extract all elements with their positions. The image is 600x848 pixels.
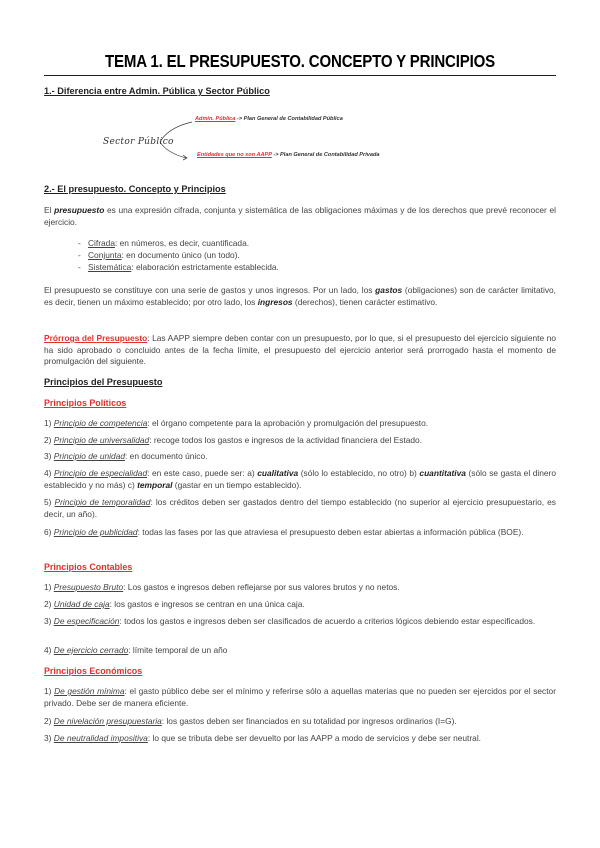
presupuesto-definition xyxy=(44,205,556,228)
politicos-item-5 xyxy=(44,497,556,520)
item-text: : los créditos deben ser gastados dentro del tiempo establecido (no superior al ejercicio presupuestario, es decir, un año). xyxy=(44,497,556,519)
contables-item-3 xyxy=(44,616,556,628)
item-text: : recoge todos los gastos e ingresos de la actividad financiera del Estado. xyxy=(149,435,423,445)
item-number: 1) xyxy=(44,418,54,428)
item-term: Principio de unidad xyxy=(53,451,126,461)
bullet-conjunta: - Conjunta: en documento único (un todo). xyxy=(78,250,240,260)
item-text: : el órgano competente para la aprobación y promulgación del presupuesto. xyxy=(147,418,429,428)
item-text: : en documento único. xyxy=(125,451,208,461)
item-number: 2) xyxy=(44,435,54,445)
item-number: 6) xyxy=(44,527,54,537)
item-term: Principio de especialidad xyxy=(54,468,148,478)
text-run: (obligaciones) son de carácter limitativo, es decir, tienen un máximo establecido; por otro lado, los xyxy=(44,285,557,307)
term-presupuesto: presupuesto xyxy=(54,205,105,215)
item-number: 5) xyxy=(44,497,55,507)
politicos-item-1 xyxy=(44,418,556,430)
item-term: De neutralidad impositiva xyxy=(53,733,148,743)
term-temporal: temporal xyxy=(137,479,173,490)
item-term: De gestión mínima xyxy=(54,686,125,696)
item-number: 2) xyxy=(44,599,54,609)
item-number: 4) xyxy=(44,645,54,655)
term-ingresos: ingresos xyxy=(257,296,293,307)
principios-contables-heading: Principios Contables xyxy=(44,562,133,572)
diagram-brace xyxy=(0,0,600,200)
bullet-term: Sistemática xyxy=(88,262,132,272)
prorroga-text: : Las AAPP siempre deben contar con un presupuesto, por lo que, si el presupuesto del ejercicio siguiente no ha sido aprobado o concluido antes de la fecha límite, el presupuesto del ejercicio anterior será prorrogado hasta el momento de promulgación del siguiente. xyxy=(44,333,556,366)
item-text: : todos los gastos e ingresos deben ser clasificados de acuerdo a criterios lógicos debiendo estar especificados. xyxy=(119,616,536,626)
bullet-term: Conjunta xyxy=(88,250,122,260)
item-text: : Los gastos e ingresos deben reflejarse por sus valores brutos y no netos. xyxy=(123,582,400,592)
item-term: De especificación xyxy=(53,616,120,626)
section-1-heading: 1.- Diferencia entre Admin. Pública y Sector Público xyxy=(44,86,270,96)
section-2-heading: 2.- El presupuesto. Concepto y Principios xyxy=(44,184,226,194)
item-text: (sólo lo establecido, no otro) b) xyxy=(298,468,420,478)
item-text: : los gastos deben ser financiados en su totalidad por ingresos ordinarios (I=G). xyxy=(161,716,457,726)
page-title: TEMA 1. EL PRESUPUESTO. CONCEPTO Y PRINCIPIOS xyxy=(104,51,496,71)
item-text: : todas las fases por las que atraviesa el presupuesto deben estar abiertas a información pública (BOE). xyxy=(137,527,524,537)
economicos-item-1 xyxy=(44,686,556,709)
item-number: 3) xyxy=(44,451,54,461)
text-run: El presupuesto se constituye con una serie de gastos y unos ingresos. Por un lado, los xyxy=(44,285,376,295)
item-term: Principio de temporalidad xyxy=(54,497,151,507)
item-number: 4) xyxy=(44,468,55,478)
diagram-branch-admin-plan: -> Plan General de Contabilidad Pública xyxy=(236,116,343,122)
gastos-ingresos-paragraph xyxy=(44,285,556,308)
politicos-item-4 xyxy=(44,468,556,491)
politicos-item-3 xyxy=(44,451,556,463)
politicos-item-2 xyxy=(44,435,556,447)
principios-economicos-heading: Principios Económicos xyxy=(44,666,143,676)
contables-item-4 xyxy=(44,645,556,657)
contables-item-2 xyxy=(44,599,556,611)
diagram-branch-entidades xyxy=(197,152,380,158)
item-text: : los gastos e ingresos se centran en una única caja. xyxy=(109,599,305,609)
term-cualitativa: cualitativa xyxy=(257,468,299,478)
term-gastos: gastos xyxy=(375,285,403,295)
item-term: Presupuesto Bruto xyxy=(53,582,124,592)
principios-heading: Principios del Presupuesto xyxy=(44,377,163,387)
diagram-branch-admin-term: Admin. Pública xyxy=(195,116,236,122)
text-run: es una expresión cifrada, conjunta y sistemática de las obligaciones máximas y de los derechos que prevé reconocer el ejercicio. xyxy=(44,205,556,227)
item-text: (sólo se gasta el dinero establecido y no más) c) xyxy=(44,468,557,490)
item-number: 3) xyxy=(44,616,54,626)
item-term: De ejercicio cerrado xyxy=(53,645,129,655)
item-text: (gastar en un tiempo establecido). xyxy=(172,479,302,490)
text-run: El xyxy=(44,205,55,215)
principios-politicos-heading: Principios Políticos xyxy=(44,398,127,408)
item-number: 1) xyxy=(44,686,55,696)
text-run: (derechos), tienen carácter estimativo. xyxy=(292,296,438,307)
item-term: Principio de competencia xyxy=(53,418,148,428)
item-text: : el gasto público debe ser el mínimo y referirse sólo a aquellas materias que no pueden ser ejercidos por el sector privado. Debe ser de manera eficiente. xyxy=(44,686,556,708)
prorroga-paragraph xyxy=(44,333,556,368)
diagram-branch-entidades-plan: -> Plan General de Contabilidad Privada xyxy=(273,152,380,158)
prorroga-label: Prórroga del Presupuesto xyxy=(44,333,148,343)
bullet-text: : en documento único (un todo). xyxy=(121,250,240,260)
bullet-text: : elaboración estrictamente establecida. xyxy=(131,262,279,272)
term-cuantitativa: cuantitativa xyxy=(419,468,466,478)
item-term: Principio de publicidad xyxy=(53,527,138,537)
diagram-branch-entidades-term: Entidades que no son AAPP xyxy=(197,152,272,158)
item-text: : en este caso, puede ser: a) xyxy=(147,468,258,478)
bullet-sistematica: - Sistemática: elaboración estrictamente establecida. xyxy=(78,262,279,272)
item-term: Principio de universalidad xyxy=(53,435,150,445)
item-term: Unidad de caja xyxy=(53,599,110,609)
item-number: 3) xyxy=(44,733,54,743)
item-number: 2) xyxy=(44,716,54,726)
item-text: : lo que se tributa debe ser devuelto por las AAPP a modo de servicios y debe ser neutral. xyxy=(147,733,482,743)
bullet-text: : en números, es decir, cuantificada. xyxy=(115,238,250,248)
contables-item-1 xyxy=(44,582,556,594)
bullet-term: Cifrada xyxy=(88,238,115,248)
politicos-item-6 xyxy=(44,527,556,539)
economicos-item-2 xyxy=(44,716,556,728)
item-text: : límite temporal de un año xyxy=(128,645,228,655)
item-number: 1) xyxy=(44,582,54,592)
item-term: De nivelación presupuestaria xyxy=(53,716,162,726)
diagram-root-label: Sector Público xyxy=(103,137,174,147)
bullet-cifrada: - Cifrada: en números, es decir, cuantificada. xyxy=(78,238,250,248)
diagram-branch-admin xyxy=(195,116,343,122)
economicos-item-3 xyxy=(44,733,556,745)
